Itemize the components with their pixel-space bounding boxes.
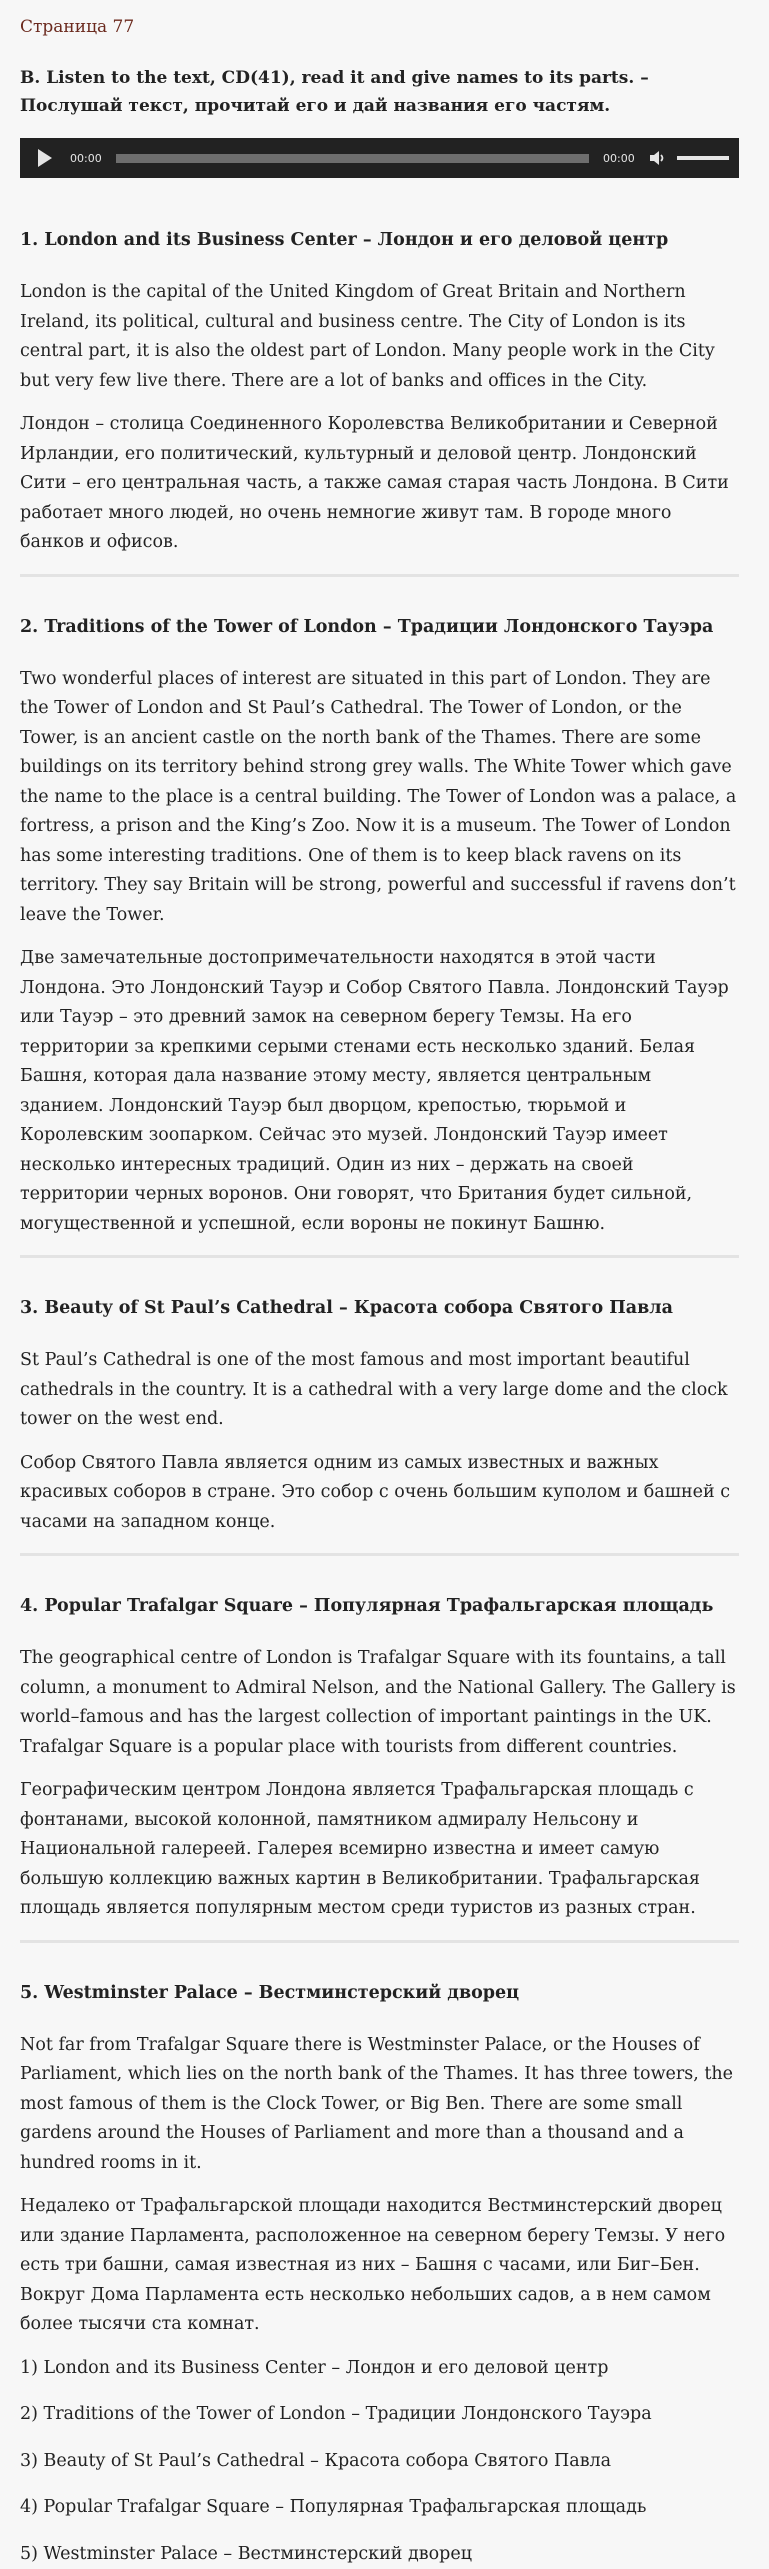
- task-instruction: B. Listen to the text, CD(41), read it and give names to its parts. – Послушай текст, прочитай его и дай названия его частям.: [20, 64, 739, 120]
- divider: [20, 574, 739, 577]
- section-text-ru: Недалеко от Трафальгарской площади находится Вестминстерский дворец или здание Парламента, расположенное на северном берегу Темзы. У него есть три башни, самая известная из них – Башня с часами, или Биг–Бен. Вокруг Дома Парламента есть несколько небольших садов, а в нем самом более тысячи ста комнат.: [20, 2192, 739, 2340]
- divider: [20, 1553, 739, 1556]
- volume-icon[interactable]: [647, 148, 667, 168]
- section-heading: 4. Popular Trafalgar Square – Популярная Трафальгарская площадь: [20, 1592, 739, 1620]
- page-link[interactable]: Страница 77: [20, 14, 739, 40]
- audio-player[interactable]: [20, 138, 739, 178]
- duration-time: 00:00: [603, 152, 639, 165]
- section-heading: 2. Traditions of the Tower of London – Традиции Лондонского Тауэра: [20, 613, 739, 641]
- section-text-ru: Географическим центром Лондона является Трафальгарская площадь с фонтанами, высокой колонной, памятником адмиралу Нельсону и Национальной галереей. Галерея всемирно известна и имеет самую большую коллекцию важных картин в Великобритании. Трафальгарская площадь является популярным местом среди туристов из разных стран.: [20, 1776, 739, 1924]
- audio-progress-bar[interactable]: [116, 154, 589, 163]
- volume-slider[interactable]: [677, 156, 729, 160]
- answer-list: [20, 2354, 739, 2569]
- current-time: 00:00: [70, 152, 106, 165]
- section-2: [20, 613, 739, 1240]
- section-1: [20, 226, 739, 558]
- section-text-ru: Две замечательные достопримечательности находятся в этой части Лондона. Это Лондонский Тауэр и Собор Святого Павла. Лондонский Тауэр или Тауэр – это древний замок на северном берегу Темзы. На его территории за крепкими серыми стенами есть несколько зданий. Белая Башня, которая дала название этому месту, является центральным зданием. Лондонский Тауэр был дворцом, крепостью, тюрьмой и Королевским зоопарком. Сейчас это музей. Лондонский Тауэр имеет несколько интересных традиций. Один из них – держать на своей территории черных воронов. Они говорят, что Британия будет сильной, могущественной и успешной, если вороны не покинут Башню.: [20, 944, 739, 1239]
- section-5: [20, 1979, 739, 2340]
- section-heading: 1. London and its Business Center – Лондон и его деловой центр: [20, 226, 739, 254]
- answer-item: 3) Beauty of St Paul’s Cathedral – Красота собора Святого Павла: [20, 2447, 739, 2477]
- section-text-en: The geographical centre of London is Trafalgar Square with its fountains, a tall column, a monument to Admiral Nelson, and the National Gallery. The Gallery is world–famous and has the largest collection of important paintings in the UK. Trafalgar Square is a popular place with tourists from different countries.: [20, 1644, 739, 1762]
- section-text-ru: Лондон – столица Соединенного Королевства Великобритании и Северной Ирландии, его политический, культурный и деловой центр. Лондонский Сити – его центральная часть, а также самая старая часть Лондона. В Сити работает много людей, но очень немногие живут там. В городе много банков и офисов.: [20, 410, 739, 558]
- answer-item: 1) London and its Business Center – Лондон и его деловой центр: [20, 2354, 739, 2384]
- section-3: [20, 1294, 739, 1537]
- section-text-en: St Paul’s Cathedral is one of the most famous and most important beautiful cathedrals in the country. It is a cathedral with a very large dome and the clock tower on the west end.: [20, 1346, 739, 1435]
- section-text-en: Two wonderful places of interest are situated in this part of London. They are the Tower of London and St Paul’s Cathedral. The Tower of London, or the Tower, is an ancient castle on the north bank of the Thames. There are some buildings on its territory behind strong grey walls. The White Tower which gave the name to the place is a central building. The Tower of London was a palace, a fortress, a prison and the King’s Zoo. Now it is a museum. The Tower of London has some interesting traditions. One of them is to keep black ravens on its territory. They say Britain will be strong, powerful and successful if ravens don’t leave the Tower.: [20, 665, 739, 931]
- play-icon[interactable]: [38, 149, 52, 167]
- answer-item: 5) Westminster Palace – Вестминстерский дворец: [20, 2540, 739, 2569]
- divider: [20, 1940, 739, 1943]
- divider: [20, 1255, 739, 1258]
- section-4: [20, 1592, 739, 1924]
- section-text-en: London is the capital of the United Kingdom of Great Britain and Northern Ireland, its political, cultural and business centre. The City of London is its central part, it is also the oldest part of London. Many people work in the City but very few live there. There are a lot of banks and offices in the City.: [20, 278, 739, 396]
- answer-item: 4) Popular Trafalgar Square – Популярная Трафальгарская площадь: [20, 2493, 739, 2523]
- section-text-en: Not far from Trafalgar Square there is Westminster Palace, or the Houses of Parliament, which lies on the north bank of the Thames. It has three towers, the most famous of them is the Clock Tower, or Big Ben. There are some small gardens around the Houses of Parliament and more than a thousand and a hundred rooms in it.: [20, 2031, 739, 2179]
- section-heading: 3. Beauty of St Paul’s Cathedral – Красота собора Святого Павла: [20, 1294, 739, 1322]
- section-heading: 5. Westminster Palace – Вестминстерский дворец: [20, 1979, 739, 2007]
- section-text-ru: Собор Святого Павла является одним из самых известных и важных красивых соборов в стране. Это собор с очень большим куполом и башней с часами на западном конце.: [20, 1449, 739, 1538]
- answer-item: 2) Traditions of the Tower of London – Традиции Лондонского Тауэра: [20, 2400, 739, 2430]
